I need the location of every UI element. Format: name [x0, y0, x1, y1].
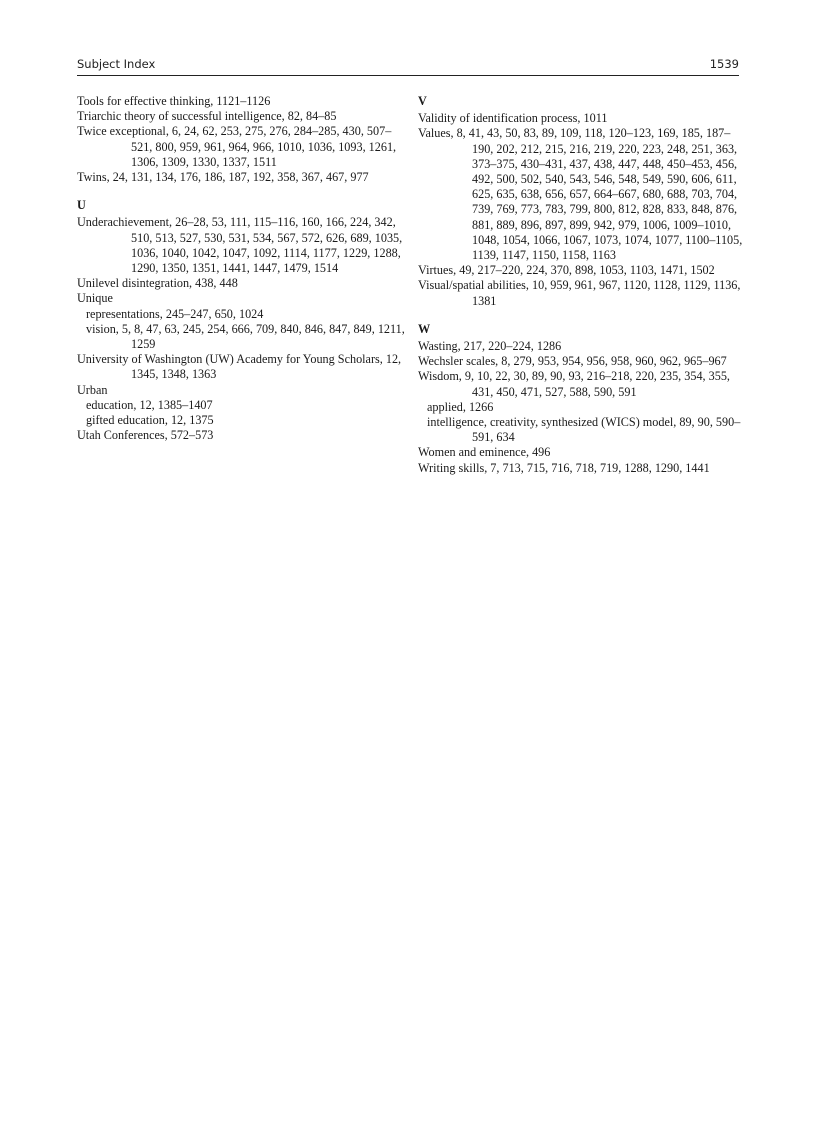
letter-heading-u: U	[77, 198, 86, 213]
index-entry: Unilevel disintegration, 438, 448	[77, 276, 238, 291]
index-entry: Wasting, 217, 220–224, 1286	[418, 339, 562, 354]
index-entry: Visual/spatial abilities, 10, 959, 961, 967, 1120, 1128, 1129, 1136, 1381	[418, 278, 741, 308]
index-entry: Unique	[77, 291, 113, 306]
index-entry: University of Washington (UW) Academy for Young Scholars, 12, 1345, 1348, 1363	[77, 352, 402, 382]
index-entry: Tools for effective thinking, 1121–1126	[77, 94, 271, 108]
index-entry: Writing skills, 7, 713, 715, 716, 718, 719, 1288, 1290, 1441	[418, 460, 710, 475]
index-entry: Utah Conferences, 572–573	[77, 428, 214, 443]
letter-heading-w: W	[418, 321, 431, 336]
index-entry: Wechsler scales, 8, 279, 953, 954, 956, 958, 960, 962, 965–967	[418, 354, 727, 369]
section-title: Subject Index	[77, 57, 156, 71]
index-entry: Twice exceptional, 6, 24, 62, 253, 275, 276, 284–285, 430, 507–521, 800, 959, 961, 964, 966, 1010, 1036, 1093, 1261, 1306, 1309, 1330, 1337, 1511	[77, 124, 397, 169]
running-header	[77, 57, 739, 76]
index-entry: Underachievement, 26–28, 53, 111, 115–116, 160, 166, 224, 342, 510, 513, 527, 530, 531, 534, 567, 572, 626, 689, 1035, 1036, 1040, 1042, 1047, 1092, 1114, 1177, 1229, 1288, 1290, 1350, 1351, 1441, 1447, 1479, 1514	[77, 215, 403, 276]
index-subentry: education, 12, 1385–1407	[86, 397, 213, 412]
index-entry: Wisdom, 9, 10, 22, 30, 89, 90, 93, 216–218, 220, 235, 354, 355, 431, 450, 471, 527, 588, 590, 591	[418, 369, 730, 399]
index-entry: Triarchic theory of successful intelligence, 82, 84–85	[77, 109, 337, 124]
index-entry: Virtues, 49, 217–220, 224, 370, 898, 1053, 1103, 1471, 1502	[418, 263, 715, 278]
index-entry: Women and eminence, 496	[418, 445, 551, 460]
index-subentry: applied, 1266	[427, 399, 494, 414]
index-subentry: intelligence, creativity, synthesized (WICS) model, 89, 90, 590–591, 634	[427, 415, 741, 445]
index-entry: Values, 8, 41, 43, 50, 83, 89, 109, 118, 120–123, 169, 185, 187–190, 202, 212, 215, 216, 219, 220, 223, 248, 251, 363, 373–375, 430–431, 437, 438, 447, 448, 450–453, 456, 492, 500, 502, 540, 543, 546, 548, 549, 590, 606, 611, 625, 635, 638, 656, 657, 664–667, 680, 688, 703, 704, 739, 769, 773, 783, 799, 800, 812, 828, 833, 848, 876, 881, 889, 896, 897, 899, 942, 979, 1006, 1009–1010, 1048, 1054, 1066, 1067, 1073, 1074, 1077, 1100–1105, 1139, 1147, 1150, 1158, 1163	[418, 126, 743, 263]
index-entry: Validity of identification process, 1011	[418, 111, 608, 126]
letter-heading-v: V	[418, 94, 427, 108]
index-subentry: vision, 5, 8, 47, 63, 245, 254, 666, 709, 840, 846, 847, 849, 1211, 1259	[86, 321, 405, 352]
index-column-left	[77, 94, 407, 443]
index-entry: Urban	[77, 382, 108, 397]
index-column-right	[418, 94, 748, 476]
index-subentry: gifted education, 12, 1375	[86, 413, 214, 428]
index-entry: Twins, 24, 131, 134, 176, 186, 187, 192, 358, 367, 467, 977	[77, 170, 369, 185]
page-number: 1539	[709, 57, 739, 71]
index-subentry: representations, 245–247, 650, 1024	[86, 306, 264, 321]
